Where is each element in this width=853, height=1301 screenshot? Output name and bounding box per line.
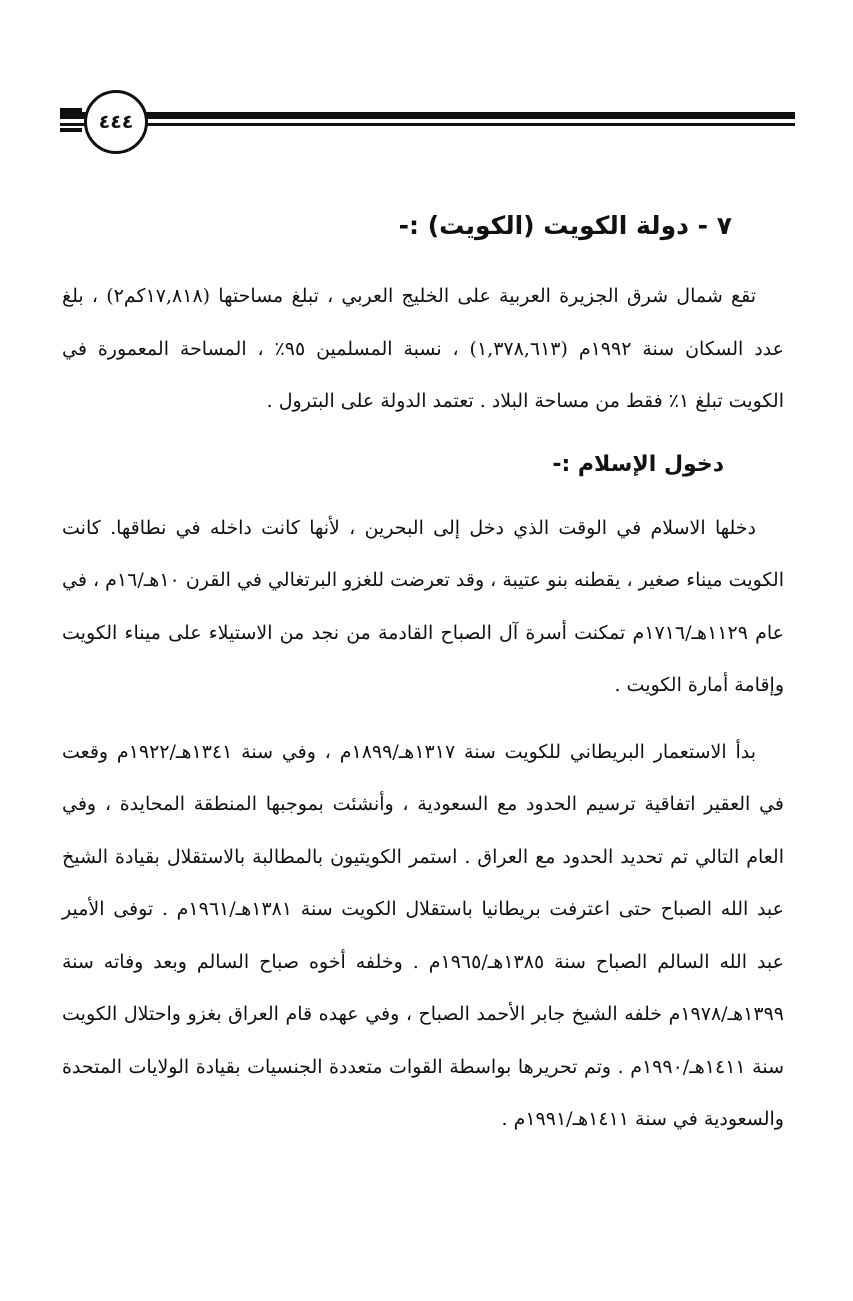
page-number: ٤٤٤ (98, 111, 134, 133)
header-rule-thick (60, 112, 795, 119)
page-content (62, 200, 784, 1160)
history-paragraph-2: بدأ الاستعمار البريطاني للكويت سنة ١٣١٧هـ/١٨٩٩م ، وفي سنة ١٣٤١هـ/١٩٢٢م وقعت في العقير اتفاقية ترسيم الحدود مع السعودية ، وأنشئت بموجبها المنطقة المحايدة ، وفي العام التالي تم تحديد الحدود مع العراق . استمر الكويتيون بالمطالبة بالاستقلال بقيادة الشيخ عبد الله الصباح حتى اعترفت بريطانيا باستقلال الكويت سنة ١٣٨١هـ/١٩٦١م . توفى الأمير عبد الله السالم الصباح سنة ١٣٨٥هـ/١٩٦٥م . وخلفه أخوه صباح السالم وبعد وفاته سنة ١٣٩٩هـ/١٩٧٨م خلفه الشيخ جابر الأحمد الصباح ، وفي عهده قام العراق بغزو واحتلال الكويت سنة ١٤١١هـ/١٩٩٠م . وتم تحريرها بواسطة القوات متعددة الجنسيات بقيادة الولايات المتحدة والسعودية في سنة ١٤١١هـ/١٩٩١م . (62, 740, 785, 1130)
header-rule-left-top (60, 108, 82, 112)
page-header (60, 92, 795, 162)
header-rule-left-bottom (60, 128, 82, 132)
section-title: ٧ - دولة الكويت (الكويت) :- (398, 211, 732, 240)
intro-paragraph: تقع شمال شرق الجزيرة العربية على الخليج العربي ، تبلغ مساحتها (١٧,٨١٨كم٢) ، بلغ عدد السكان سنة ١٩٩٢م (١,٣٧٨,٦١٣) ، نسبة المسلمين ٩٥٪ ، المساحة المعمورة في الكويت تبلغ ١٪ فقط من مساحة البلاد . تعتمد الدولة على البترول . (62, 285, 785, 412)
history-paragraph-1: دخلها الاسلام في الوقت الذي دخل إلى البحرين ، لأنها كانت داخله في نطاقها. كانت الكويت ميناء صغير ، يقطنه بنو عتيبة ، وقد تعرضت للغزو البرتغالي في القرن ١٠هـ/١٦م ، في عام ١١٢٩هـ/١٧١٦م تمكنت أسرة آل الصباح القادمة من نجد من الاستيلاء على ميناء الكويت وإقامة أمارة الكويت . (62, 516, 784, 696)
subheading-islam-entry: دخول الإسلام :- (552, 451, 724, 477)
header-rule-thin (60, 123, 795, 126)
page-number-badge (84, 90, 148, 154)
